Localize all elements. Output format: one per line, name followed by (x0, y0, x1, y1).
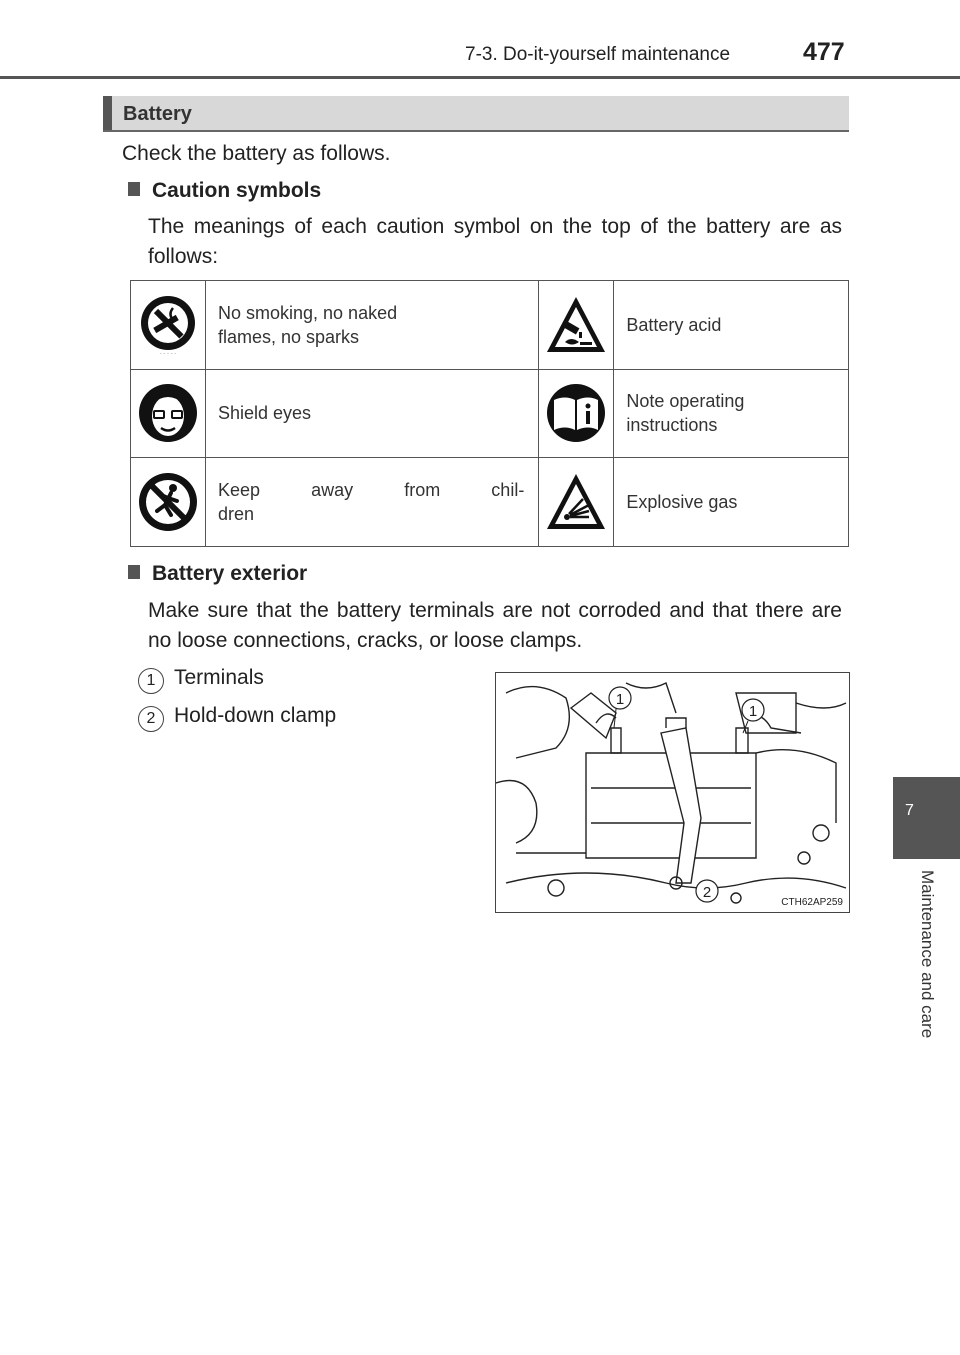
symbol-cell (131, 369, 206, 458)
symbol-label-line: Keep away from chil- (218, 480, 525, 501)
symbol-label-line: Battery acid (626, 314, 722, 335)
symbol-label-line: Shield eyes (218, 403, 312, 424)
symbol-cell (131, 281, 206, 370)
svg-text:1: 1 (615, 691, 625, 708)
svg-text:1: 1 (748, 703, 758, 720)
symbol-label (614, 369, 849, 458)
symbol-label (206, 458, 539, 547)
section-title: Battery (123, 103, 192, 125)
battery-drawing (496, 673, 849, 912)
keep-away-children-icon (137, 471, 199, 533)
caution-body: The meanings of each caution symbol on the top of the battery are as follows: (148, 215, 842, 268)
header-section-title: 7-3. Do-it-yourself maintenance (465, 44, 731, 65)
symbol-label-line: instructions (626, 415, 718, 436)
symbol-label-line: flames, no sparks (218, 326, 360, 347)
symbol-cell (539, 281, 614, 370)
symbol-label-line: dren (218, 504, 255, 525)
caution-heading (128, 179, 321, 203)
callout-2 (696, 880, 718, 902)
symbol-label-line: Explosive gas (626, 492, 738, 513)
legend-number: 1 (138, 668, 164, 694)
table-row (131, 458, 849, 547)
symbol-label-line: No smoking, no naked (218, 302, 398, 323)
table-row (131, 369, 849, 458)
header-rule (0, 76, 960, 79)
caution-heading-text: Caution symbols (152, 179, 322, 202)
intro-text: Check the battery as follows. (122, 142, 391, 165)
no-smoking-icon (137, 294, 199, 356)
explosive-gas-icon (545, 471, 607, 533)
exterior-body: Make sure that the battery terminals are not corroded and that there are no loose connections, cracks, or loose clamps. (148, 599, 842, 652)
legend-number: 2 (138, 706, 164, 732)
table-row (131, 281, 849, 370)
operating-instructions-icon (545, 382, 607, 444)
battery-illustration (495, 672, 850, 913)
square-bullet-icon (128, 565, 140, 579)
chapter-title: Maintenance and care (918, 870, 937, 1039)
symbol-cell (539, 458, 614, 547)
symbol-cell (539, 369, 614, 458)
symbol-label (614, 281, 849, 370)
symbol-label (206, 369, 539, 458)
legend-label: Hold-down clamp (174, 704, 337, 727)
caution-symbol-table (130, 280, 849, 547)
callout-1b (742, 699, 764, 733)
exterior-heading (128, 562, 307, 586)
svg-text:2: 2 (702, 884, 712, 901)
symbol-label-line: Note operating (626, 391, 745, 412)
battery-acid-icon (545, 294, 607, 356)
legend-label: Terminals (174, 666, 264, 689)
svg-text:- - - - -: - - - - - (159, 350, 177, 356)
figure-code: CTH62AP259 (781, 897, 843, 908)
square-bullet-icon (128, 182, 140, 196)
symbol-label (206, 281, 539, 370)
symbol-label (614, 458, 849, 547)
shield-eyes-icon (137, 382, 199, 444)
section-heading-accent (103, 96, 112, 130)
section-heading-bar (103, 96, 849, 132)
exterior-heading-text: Battery exterior (152, 562, 308, 585)
page-number: 477 (803, 38, 845, 66)
chapter-number: 7 (905, 802, 914, 819)
symbol-cell (131, 458, 206, 547)
chapter-tab (893, 777, 960, 859)
